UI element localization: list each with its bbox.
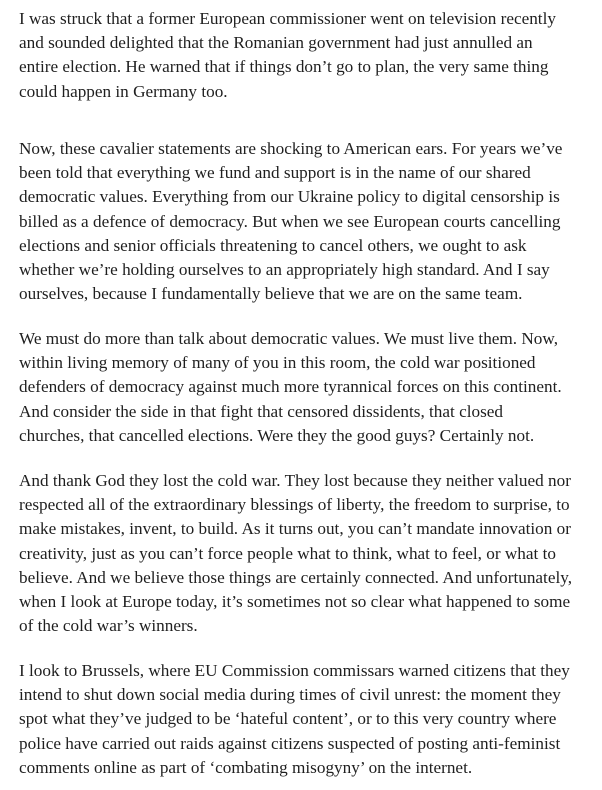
text-line: police have carried out raids against citizens suspected of posting anti-feminist bbox=[19, 733, 561, 753]
text-line: churches, that cancelled elections. Were they the good guys? Certainly not. bbox=[19, 425, 535, 445]
paragraph-2 bbox=[19, 137, 562, 306]
text-line: and sounded delighted that the Romanian government had just annulled an bbox=[19, 33, 533, 53]
text-line: when I look at Europe today, it’s sometimes not so clear what happened to some bbox=[19, 592, 571, 612]
text-line: ourselves, because I fundamentally believe that we are on the same team. bbox=[19, 284, 523, 304]
text-line: elections and senior officials threatening to cancel others, we ought to ask bbox=[19, 235, 527, 255]
paragraph-3 bbox=[19, 327, 562, 448]
text-line: respected all of the extraordinary blessings of liberty, the freedom to surprise, to bbox=[19, 495, 570, 515]
paragraph-4 bbox=[19, 469, 572, 638]
text-line: intend to shut down social media during times of civil unrest: the moment they bbox=[19, 685, 561, 705]
text-line: Now, these cavalier statements are shocking to American ears. For years we’ve bbox=[19, 139, 563, 158]
text-line: And thank God they lost the cold war. They lost because they neither valued nor bbox=[19, 471, 571, 490]
text-line: make mistakes, invent, to build. As it turns out, you can’t mandate innovation or bbox=[19, 519, 571, 539]
text-line: of the cold war’s winners. bbox=[19, 616, 198, 636]
text-line: We must do more than talk about democratic values. We must live them. Now, bbox=[19, 329, 558, 348]
text-line: spot what they’ve judged to be ‘hateful content’, or to this very country where bbox=[19, 709, 557, 729]
text-line: creativity, just as you can’t force people what to think, what to feel, or what to bbox=[19, 543, 556, 563]
text-line: could happen in Germany too. bbox=[19, 81, 228, 101]
paragraph-5 bbox=[19, 659, 570, 780]
text-line: billed as a defence of democracy. But when we see European courts cancelling bbox=[19, 211, 561, 231]
text-line: I look to Brussels, where EU Commission commissars warned citizens that they bbox=[19, 661, 570, 680]
text-line: And consider the side in that fight that censored dissidents, that closed bbox=[19, 401, 504, 421]
text-line: democratic values. Everything from our Ukraine policy to digital censorship is bbox=[19, 187, 560, 207]
text-line: been told that everything we fund and support is in the name of our shared bbox=[19, 163, 531, 183]
text-line: believe. And we believe those things are certainly connected. And unfortunately, bbox=[19, 567, 572, 587]
paragraph-1 bbox=[19, 7, 556, 104]
text-line: defenders of democracy against much more tyrannical forces on this continent. bbox=[19, 377, 562, 397]
text-line: whether we’re holding ourselves to an appropriately high standard. And I say bbox=[19, 260, 550, 280]
text-line: I was struck that a former European commissioner went on television recently bbox=[19, 9, 556, 28]
text-line: entire election. He warned that if things don’t go to plan, the very same thing bbox=[19, 57, 549, 77]
text-line: within living memory of many of you in this room, the cold war positioned bbox=[19, 353, 536, 373]
text-line: comments online as part of ‘combating misogyny’ on the internet. bbox=[19, 757, 473, 777]
